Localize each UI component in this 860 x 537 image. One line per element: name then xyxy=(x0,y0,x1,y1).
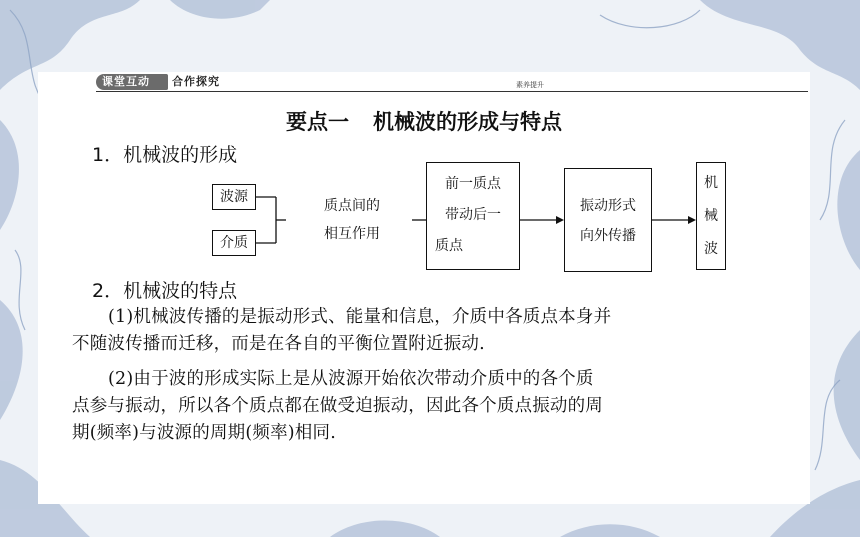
source-label: 波源 xyxy=(220,189,248,205)
paragraph-2 xyxy=(72,366,812,447)
wave-formation-diagram xyxy=(204,162,724,274)
interaction-line-1: 质点间的 xyxy=(324,198,380,214)
section-2-heading: 2．机械波的特点 xyxy=(92,280,238,302)
title-part-1: 要点一 xyxy=(286,110,349,134)
drive-line-3: 质点 xyxy=(435,238,463,254)
page-title xyxy=(38,106,810,136)
paragraph-1-line-2: 不随波传播而迁移，而是在各自的平衡位置附近振动. xyxy=(72,334,485,354)
interaction-label xyxy=(296,192,408,248)
paragraph-2-line-2: 点参与振动，所以各个质点都在做受迫振动，因此各个质点振动的周 xyxy=(72,396,603,416)
slide-content xyxy=(38,72,810,504)
interaction-line-2: 相互作用 xyxy=(324,226,380,242)
result-char-2: 械 xyxy=(704,208,718,224)
banner-label-2: 合作探究 xyxy=(172,75,220,88)
result-char-1: 机 xyxy=(704,175,718,191)
medium-box xyxy=(212,230,256,256)
banner-tag: 素养提升 xyxy=(516,81,544,89)
drive-line-2: 带动后一 xyxy=(445,207,501,223)
paragraph-2-line-3: 期(频率)与波源的周期(频率)相同. xyxy=(72,423,336,443)
header-rule xyxy=(96,91,808,92)
paragraph-1 xyxy=(72,304,812,358)
title-part-2: 机械波的形成与特点 xyxy=(373,110,562,134)
paragraph-2-line-1: (2)由于波的形成实际上是从波源开始依次带动介质中的各个质 xyxy=(108,369,594,389)
propagate-line-2: 向外传播 xyxy=(580,228,636,244)
section-1-heading: 1．机械波的形成 xyxy=(92,144,238,166)
drive-line-1: 前一质点 xyxy=(445,176,501,192)
propagate-box xyxy=(564,168,652,272)
medium-label: 介质 xyxy=(220,235,248,251)
result-box xyxy=(696,162,726,270)
result-char-3: 波 xyxy=(704,241,718,257)
drive-box xyxy=(426,162,520,270)
source-box xyxy=(212,184,256,210)
banner-label-1: 课堂互动 xyxy=(102,75,150,88)
paragraph-1-line-1: (1)机械波传播的是振动形式、能量和信息，介质中各质点本身并 xyxy=(108,307,612,327)
section-banner xyxy=(96,72,296,92)
propagate-line-1: 振动形式 xyxy=(580,198,636,214)
